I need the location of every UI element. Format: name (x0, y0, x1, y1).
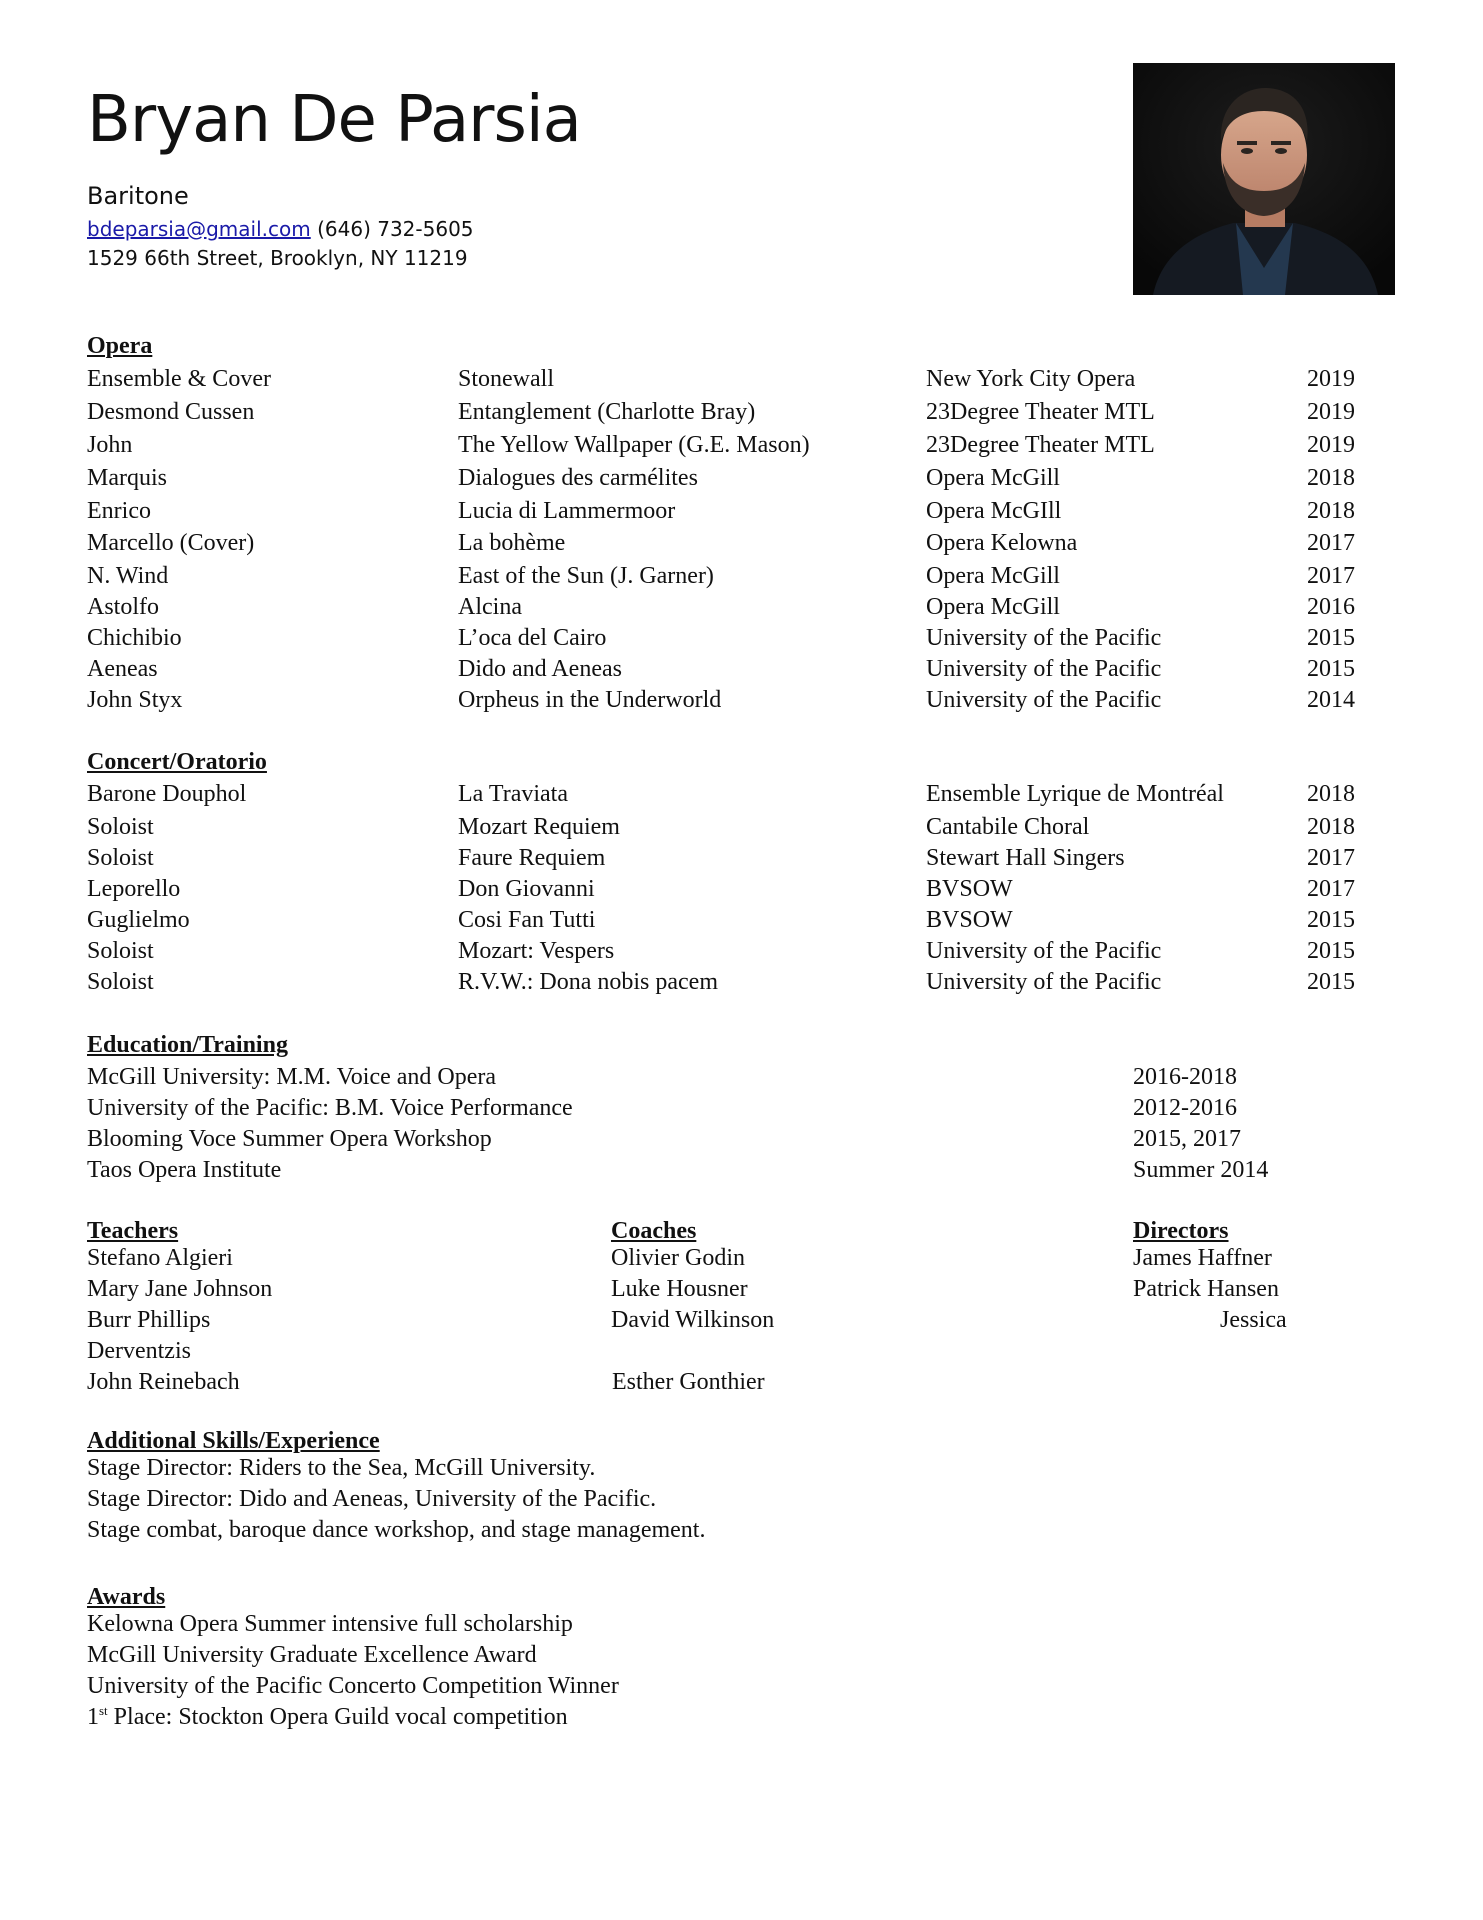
role-cell: Guglielmo (87, 907, 190, 933)
role-cell: Aeneas (87, 656, 158, 682)
table-row (0, 843, 1483, 873)
company-cell: Opera McGIll (926, 498, 1062, 524)
company-cell: University of the Pacific (926, 625, 1162, 651)
year-cell: 2014 (1307, 687, 1355, 713)
role-cell: John (87, 432, 133, 458)
work-cell: Cosi Fan Tutti (458, 907, 596, 933)
year-cell: 2019 (1307, 432, 1355, 458)
role-cell: Soloist (87, 969, 154, 995)
headshot-photo (1133, 63, 1395, 295)
coach-name: Luke Housner (611, 1276, 748, 1302)
skill-item: Stage combat, baroque dance workshop, and stage management. (87, 1517, 706, 1543)
table-row (0, 905, 1483, 935)
work-cell: East of the Sun (J. Garner) (458, 563, 714, 589)
table-row (0, 685, 1483, 715)
work-cell: Stonewall (458, 366, 554, 392)
teacher-name: Derventzis (87, 1338, 191, 1364)
directors-heading: Directors (1133, 1218, 1229, 1244)
role-cell: John Styx (87, 687, 183, 713)
table-row (0, 364, 1483, 394)
year-cell: 2015 (1307, 938, 1355, 964)
role-cell: Leporello (87, 876, 181, 902)
table-row (0, 623, 1483, 653)
table-row (0, 1093, 1483, 1123)
work-cell: Mozart: Vespers (458, 938, 615, 964)
award-ordinal: 1 (87, 1704, 99, 1730)
table-row (0, 496, 1483, 526)
contact-line (87, 219, 474, 239)
table-row (0, 561, 1483, 591)
table-row (0, 812, 1483, 842)
company-cell: BVSOW (926, 907, 1013, 933)
name-heading: Bryan De Parsia (87, 83, 581, 157)
director-name: Jessica (1220, 1307, 1287, 1333)
role-cell: Soloist (87, 814, 154, 840)
company-cell: New York City Opera (926, 366, 1136, 392)
coaches-heading: Coaches (611, 1218, 697, 1244)
opera-section-title: Opera (87, 333, 153, 359)
year-cell: 2015 (1307, 625, 1355, 651)
award-item (87, 1702, 568, 1732)
director-name: Patrick Hansen (1133, 1276, 1279, 1302)
phone-number: (646) 732-5605 (317, 217, 474, 241)
coach-name: David Wilkinson (611, 1307, 775, 1333)
work-cell: Alcina (458, 594, 522, 620)
work-cell: Mozart Requiem (458, 814, 620, 840)
company-cell: Cantabile Choral (926, 814, 1090, 840)
company-cell: Opera Kelowna (926, 530, 1078, 556)
company-cell: University of the Pacific (926, 938, 1162, 964)
table-row (0, 1062, 1483, 1092)
address: 1529 66th Street, Brooklyn, NY 11219 (87, 246, 468, 270)
work-cell: Lucia di Lammermoor (458, 498, 676, 524)
teachers-heading: Teachers (87, 1218, 179, 1244)
role-cell: Marcello (Cover) (87, 530, 255, 556)
coach-name: Esther Gonthier (612, 1369, 765, 1395)
table-row (0, 779, 1483, 809)
company-cell: Stewart Hall Singers (926, 845, 1125, 871)
work-cell: Dialogues des carmélites (458, 465, 698, 491)
year-cell: 2016 (1307, 594, 1355, 620)
year-cell: 2019 (1307, 366, 1355, 392)
work-cell: La bohème (458, 530, 566, 556)
role-cell: Chichibio (87, 625, 182, 651)
company-cell: 23Degree Theater MTL (926, 432, 1155, 458)
award-item: Kelowna Opera Summer intensive full scholarship (87, 1611, 573, 1637)
table-row (0, 1124, 1483, 1154)
voice-type: Baritone (87, 182, 189, 210)
award-item: McGill University Graduate Excellence Award (87, 1642, 537, 1668)
award-text: Place: Stockton Opera Guild vocal competition (107, 1704, 568, 1730)
program-cell: McGill University: M.M. Voice and Opera (87, 1064, 497, 1090)
award-item: University of the Pacific Concerto Competition Winner (87, 1673, 619, 1699)
skills-section-title: Additional Skills/Experience (87, 1428, 380, 1454)
award-ordinal-suffix: st (99, 1703, 108, 1718)
table-row (0, 874, 1483, 904)
role-cell: Ensemble & Cover (87, 366, 271, 392)
year-cell: 2017 (1307, 563, 1355, 589)
table-row (0, 528, 1483, 558)
year-cell: 2018 (1307, 498, 1355, 524)
year-cell: 2018 (1307, 781, 1355, 807)
company-cell: University of the Pacific (926, 687, 1162, 713)
year-cell: 2017 (1307, 876, 1355, 902)
company-cell: Opera McGill (926, 563, 1060, 589)
table-row (0, 936, 1483, 966)
company-cell: 23Degree Theater MTL (926, 399, 1155, 425)
role-cell: N. Wind (87, 563, 169, 589)
years-cell: 2012-2016 (1133, 1095, 1237, 1121)
work-cell: R.V.W.: Dona nobis pacem (458, 969, 718, 995)
role-cell: Enrico (87, 498, 151, 524)
concert-section-title: Concert/Oratorio (87, 749, 267, 775)
table-row (0, 592, 1483, 622)
work-cell: Faure Requiem (458, 845, 606, 871)
role-cell: Barone Douphol (87, 781, 247, 807)
program-cell: University of the Pacific: B.M. Voice Performance (87, 1095, 573, 1121)
work-cell: Dido and Aeneas (458, 656, 622, 682)
work-cell: L’oca del Cairo (458, 625, 607, 651)
years-cell: 2016-2018 (1133, 1064, 1237, 1090)
role-cell: Soloist (87, 845, 154, 871)
company-cell: Ensemble Lyrique de Montréal (926, 781, 1224, 807)
company-cell: BVSOW (926, 876, 1013, 902)
work-cell: La Traviata (458, 781, 568, 807)
years-cell: 2015, 2017 (1133, 1126, 1241, 1152)
teacher-name: Burr Phillips (87, 1307, 211, 1333)
teacher-name: Stefano Algieri (87, 1245, 233, 1271)
work-cell: Orpheus in the Underworld (458, 687, 722, 713)
year-cell: 2017 (1307, 845, 1355, 871)
program-cell: Blooming Voce Summer Opera Workshop (87, 1126, 492, 1152)
year-cell: 2015 (1307, 656, 1355, 682)
table-row (0, 967, 1483, 997)
year-cell: 2019 (1307, 399, 1355, 425)
work-cell: Don Giovanni (458, 876, 595, 902)
company-cell: University of the Pacific (926, 969, 1162, 995)
year-cell: 2015 (1307, 907, 1355, 933)
company-cell: University of the Pacific (926, 656, 1162, 682)
table-row (0, 397, 1483, 427)
email-link[interactable]: bdeparsia@gmail.com (87, 217, 311, 241)
table-row (0, 463, 1483, 493)
table-row (0, 654, 1483, 684)
awards-section-title: Awards (87, 1584, 166, 1610)
skill-item: Stage Director: Dido and Aeneas, University of the Pacific. (87, 1486, 657, 1512)
years-cell: Summer 2014 (1133, 1157, 1269, 1183)
teacher-name: Mary Jane Johnson (87, 1276, 273, 1302)
role-cell: Soloist (87, 938, 154, 964)
table-row (0, 430, 1483, 460)
role-cell: Marquis (87, 465, 167, 491)
company-cell: Opera McGill (926, 594, 1060, 620)
program-cell: Taos Opera Institute (87, 1157, 282, 1183)
coach-name: Olivier Godin (611, 1245, 745, 1271)
year-cell: 2018 (1307, 814, 1355, 840)
work-cell: The Yellow Wallpaper (G.E. Mason) (458, 432, 810, 458)
year-cell: 2018 (1307, 465, 1355, 491)
year-cell: 2015 (1307, 969, 1355, 995)
role-cell: Astolfo (87, 594, 159, 620)
year-cell: 2017 (1307, 530, 1355, 556)
director-name: James Haffner (1133, 1245, 1272, 1271)
work-cell: Entanglement (Charlotte Bray) (458, 399, 756, 425)
education-section-title: Education/Training (87, 1032, 288, 1058)
skill-item: Stage Director: Riders to the Sea, McGill University. (87, 1455, 596, 1481)
role-cell: Desmond Cussen (87, 399, 255, 425)
table-row (0, 1155, 1483, 1185)
teacher-name: John Reinebach (87, 1369, 240, 1395)
company-cell: Opera McGill (926, 465, 1060, 491)
